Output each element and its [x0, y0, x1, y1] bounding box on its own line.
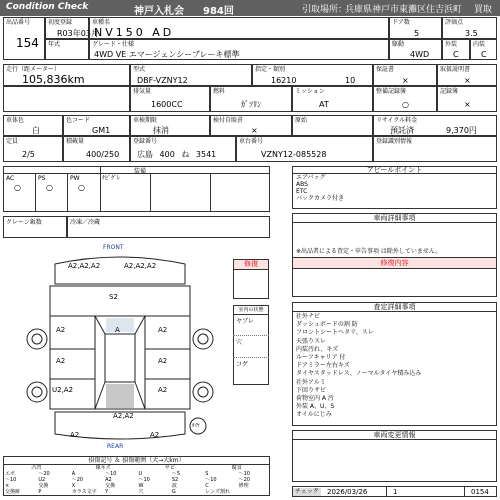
header-title: Condition Check [6, 2, 89, 12]
crane-cell: クレーン鈑数 [3, 216, 67, 238]
inspection-line: ルーフキャリア 付 [296, 354, 346, 361]
inspection-line: ドアミラー左右キズ [296, 362, 350, 370]
inspection-line: タイヤスタッドレス、ノーマルタイヤ積み込み [296, 370, 422, 378]
legend-item: X [71, 483, 76, 489]
legend-title: 損傷記号 ＆ 損傷範囲（大→大km） [88, 457, 185, 464]
cert-cell: 指定・類別 16210 10 [252, 64, 373, 86]
first-reg-cell: 初度登録 R03年03月 [45, 17, 89, 39]
history-box [292, 213, 497, 297]
legend-col: 腐食 [231, 465, 242, 471]
legend-item: S [205, 471, 209, 477]
origin-cell: 原始 [292, 115, 373, 136]
mark-left-rear: U2,A2 [52, 386, 74, 394]
inspection-line: 天張りスレ [296, 337, 327, 345]
drive-cell: 駆動 4WD [389, 39, 442, 60]
legend-item: 〜20 [238, 477, 250, 483]
doors-cell: ドア数 5 [389, 17, 442, 39]
change-record-title: 車両変更情報 [373, 431, 416, 439]
inspection-line: 社外アルミ [296, 378, 326, 386]
mark-left-fender: A2 [56, 326, 66, 334]
capacity-cell: 定員 2/5 [3, 136, 63, 162]
fuel-cell: 燃料 ｶﾞｿﾘﾝ [210, 86, 292, 112]
repair-label: 修復 [244, 260, 258, 268]
mileage-extra-cell [3, 86, 130, 112]
footer-date: 2026/03/26 [327, 488, 368, 496]
legend-col: 線キズ [95, 465, 111, 471]
exhibit-no-cell: 出品番号 154 [3, 17, 45, 60]
exhibit-no: 154 [16, 36, 39, 50]
legend-item: S2 [171, 477, 179, 483]
body-color-cell: 車体色 白 [3, 115, 63, 136]
equipment-box: 装備 [3, 166, 270, 212]
pickup-label: 引取場所： [302, 5, 348, 15]
legend-item: A2 [105, 477, 112, 483]
vin: VZNY12-085528 [261, 150, 327, 159]
load-cell: 積載量 400/250 [63, 136, 130, 162]
plate: 広島 400 ね 3541 [137, 150, 217, 159]
stamp-text: 買取 [474, 5, 493, 15]
vin-cell: 車台番号 VZNY12-085528 [236, 136, 373, 162]
mark-right-rear: A2 [158, 386, 168, 394]
inspection-line: オイルにじみ [296, 411, 332, 419]
rear-label: REAR [107, 443, 124, 450]
inspection-line: 下回りサビ [296, 386, 327, 394]
footer-bar: チェック 2026/03/26 1 0154 [292, 486, 497, 497]
legend-item: U2 [38, 477, 46, 483]
header-bar [0, 0, 500, 16]
mark-hood: S2 [109, 293, 118, 301]
recycle-fee-cell: リサイクル料金 預託済 9,370円 [373, 115, 497, 136]
mark-right-fender: A2 [158, 326, 168, 334]
auction-name: 神戸入札会 [134, 6, 184, 17]
legend-item: G [171, 489, 176, 495]
legend-item: A [71, 471, 76, 477]
footer-page: 1 [393, 488, 398, 496]
inspection-line: ダッシュボードの割 防 [296, 321, 358, 329]
front-label: FRONT [103, 244, 124, 251]
first-reg: R03年03月 [57, 29, 99, 38]
legend-item: Y [105, 489, 109, 495]
footer-ref: 0154 [471, 488, 489, 496]
legend-item: 〜10 [105, 471, 117, 477]
score: 3.5 [465, 29, 478, 38]
legend-item: 〜20 [71, 477, 84, 483]
displacement-cell: 排気量 1600CC [130, 86, 210, 112]
recycle-fee: 9,370円 [446, 126, 477, 135]
mark-left-door: A2 [56, 357, 66, 365]
grade: 4WD VE エマージェンシーブレーキ標準 [94, 50, 240, 59]
mark-right-door: A2 [158, 357, 168, 365]
score-cell: 評価点 3.5 [442, 17, 497, 39]
manual-cell: 取扱説明書 × [437, 64, 497, 86]
legend-item: カラス文字 [71, 489, 97, 495]
lot-number: 984回 [203, 6, 234, 17]
mark-rear-left: A2 [70, 431, 80, 439]
record-cell: 記録簿 × [437, 86, 497, 112]
inspection-line: 社外ナビ [296, 313, 321, 320]
freezer-cell: 冷凍／冷蔵 [67, 216, 270, 238]
legend-item: 〜10 [5, 477, 17, 483]
mileage-cell: 走行（距メーター） 105,836km [3, 64, 130, 86]
inspection-line: 内装汚れ、キズ [296, 345, 339, 353]
appeal-title: アピールポイント [366, 166, 423, 174]
legend-item: 交換跡 [5, 489, 21, 495]
inspection-cell: 車検期限 抹消 [130, 115, 210, 136]
legend-item: 〜10 [205, 477, 217, 483]
extra-reg-cell: 登録識別情報 [373, 136, 497, 162]
warranty-cell: 保証書 × [373, 64, 437, 86]
inspection-pass-cell: 検付自賠責 × [210, 115, 292, 136]
model-year-cell: 年式 [45, 39, 89, 60]
history-header: 修復内容 [380, 259, 409, 267]
inspection-line: 外装 A、U、S [296, 403, 335, 411]
legend-item: 修理 [238, 483, 249, 489]
mark-front-left: A2,A2,A2 [68, 262, 101, 270]
legend-item: 〜10 [238, 471, 250, 477]
legend-item: レンズ割れ [205, 489, 230, 495]
legend-item: 交換 [38, 483, 49, 489]
legend-item: 穴 [138, 489, 144, 495]
car-name: NV150 AD [94, 26, 175, 39]
legend-col: サビ [164, 465, 175, 471]
legend-col: 凸凹 [31, 465, 42, 471]
legend-item: P [38, 489, 42, 495]
pickup-location: 兵庫県神戸市東灘区住吉浜町 [345, 5, 463, 15]
inspection-report-title: 査定詳細事項 [373, 303, 416, 311]
exterior-cell: 外装 C [442, 39, 470, 60]
plate-cell: 登録番号 広島 400 ね 3541 [130, 136, 236, 162]
legend-item: 交換 [105, 483, 116, 489]
color-code-cell: 色コード GM1 [63, 115, 130, 136]
mark-rear-right: A2 [150, 431, 160, 439]
mileage: 105,836km [22, 73, 85, 86]
history-title: 車両詳細事項 [373, 214, 416, 222]
mark-rear-bumper: A2,A2 [113, 412, 134, 420]
legend-item: 〜5 [171, 471, 181, 477]
legend-item: 〜20 [38, 471, 50, 477]
legend-item: 波 [171, 483, 177, 489]
inspection-line: フロントシートヘタリ、スレ [296, 329, 374, 337]
legend-item: C [205, 483, 209, 489]
legend-item: W [138, 483, 144, 489]
chassis-cell: 型式 DBF-VZNY12 [130, 64, 252, 86]
legend-item: × [5, 483, 10, 489]
mark-front-right: A2,A2,A2 [124, 262, 157, 270]
legend-item: 〜10 [138, 477, 150, 483]
recycle-record-cell: 整備記録簿 ○ [373, 86, 437, 112]
car-name-cell: 車種名 NV150 AD [89, 17, 389, 39]
mark-windshield: A [115, 326, 120, 334]
grade-cell: グレード・仕様 4WD VE エマージェンシーブレーキ標準 [89, 39, 389, 60]
inspection-line: 荷物室内 A 汚 [296, 395, 334, 402]
legend-item: U [138, 471, 143, 477]
interior-cell: 内装 C [470, 39, 497, 60]
legend-item: エボ [5, 471, 16, 477]
transmission-cell: ミッション AT [292, 86, 373, 112]
